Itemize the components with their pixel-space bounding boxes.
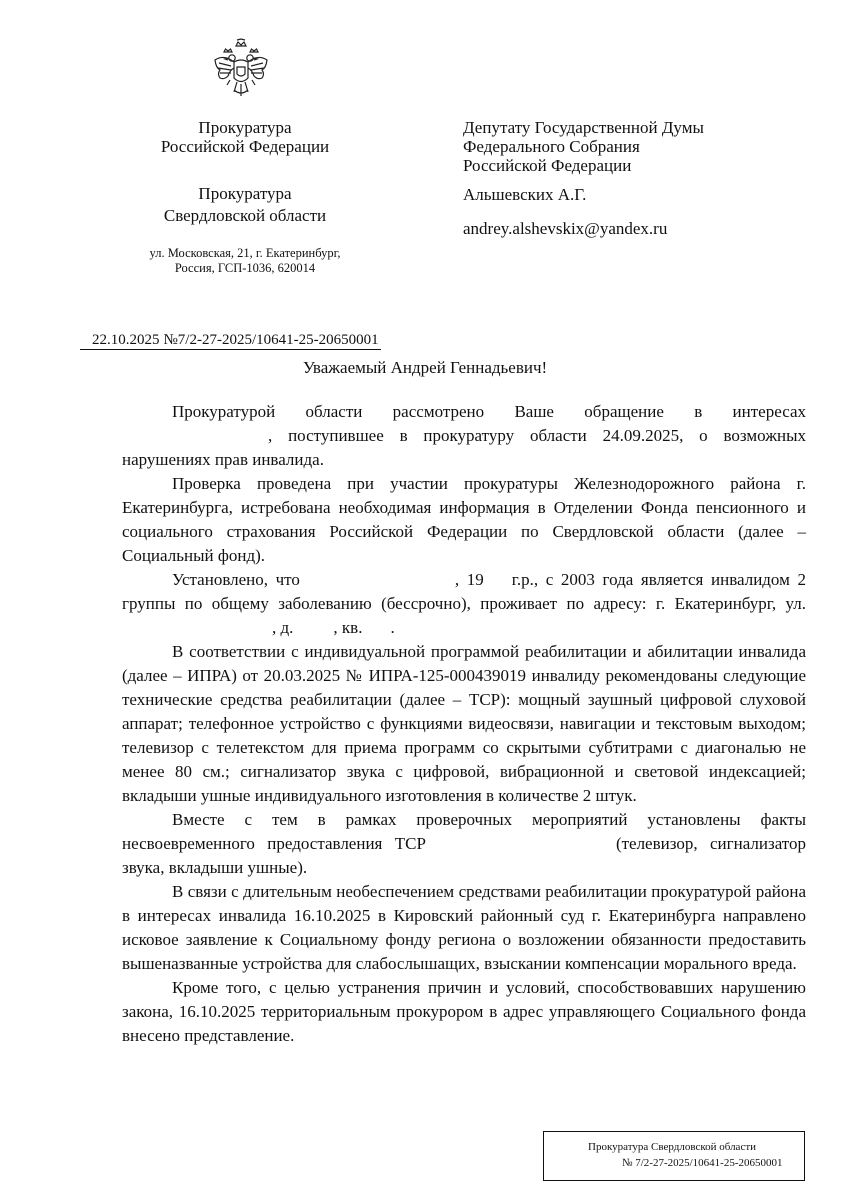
paragraph-3-part-f: .	[390, 618, 395, 637]
registration-stamp	[543, 1131, 805, 1181]
stamp-line-2: № 7/2-27-2025/10641-25-20650001	[622, 1157, 783, 1169]
paragraph-1b-text: , поступившее в прокуратуру области 24.09.2025, о возможных нарушениях прав инвалида.	[122, 426, 806, 469]
recipient-line-1: Депутату Государственной Думы	[463, 118, 704, 137]
recipient-name: Альшевских А.Г.	[463, 185, 587, 204]
paragraph-1b	[122, 424, 806, 472]
letter-body	[122, 400, 806, 1048]
coat-of-arms-emblem	[210, 38, 272, 100]
office-address	[120, 246, 370, 276]
paragraph-3-part-b: , 19	[454, 570, 484, 589]
recipient-line-3: Российской Федерации	[463, 156, 632, 175]
paragraph-5-part-a: Вместе с тем в рамках проверочных мероприятий установлены факты несвоевременного предоставления ТСР	[122, 810, 806, 853]
paragraph-2: Проверка проведена при участии прокуратуры Железнодорожного района г. Екатеринбурга, истребована необходимая информация в Отделении Фонда пенсионного и социального страхования Российской Федерации по Свердловской области (далее – Социальный фонд).	[122, 474, 806, 565]
region-line-2: Свердловской области	[163, 206, 327, 225]
stamp-line-1: Прокуратура Свердловской области	[588, 1141, 757, 1153]
regional-office-header	[120, 183, 370, 227]
greeting: Уважаемый Андрей Геннадьевич!	[302, 358, 548, 377]
prosecutor-office-header	[120, 118, 370, 156]
registration-line	[80, 331, 440, 350]
recipient-block	[463, 118, 823, 175]
address-line-2: Россия, ГСП-1036, 620014	[174, 261, 316, 275]
paragraph-3-part-c: г.р., с 2003 года является инвалидом 2 группы по общему заболеванию (бессрочно), проживает по адресу: г. Екатеринбург, ул.	[122, 570, 807, 613]
paragraph-7: Кроме того, с целью устранения причин и условий, способствовавших нарушению закона, 16.10.2025 территориальным прокурором в адрес управляющего Социального фонда внесено представление.	[122, 978, 806, 1045]
paragraph-4: В соответствии с индивидуальной программой реабилитации и абилитации инвалида (далее – ИПРА) от 20.03.2025 № ИПРА-125-000439019 инвалиду рекомендованы следующие технические средства реабилитации (далее – ТСР): мощный заушный цифровой слуховой аппарат; телефонное устройство с функциями видеосвязи, навигации и текстовым выходом; телевизор с телетекстом для приема программ со скрытыми субтитрами с диагональю не менее 80 см.; сигнализатор звука с цифровой, вибрационной и световой индексацией; вкладыши ушные индивидуального изготовления в количестве 2 штук.	[122, 642, 806, 805]
paragraph-5	[122, 808, 806, 880]
region-line-1: Прокуратура	[198, 184, 292, 203]
paragraph-6: В связи с длительным необеспечением средствами реабилитации прокуратурой района в интересах инвалида 16.10.2025 в Кировский районный суд г. Екатеринбурга направлено исковое заявление к Социальному фонду региона о возложении обязанности предоставить вышеназванные устройства для слабослышащих, взыскании компенсации морального вреда.	[122, 882, 806, 973]
registration-number: №7/2-27-2025/10641-25-20650001	[163, 332, 379, 348]
recipient-email: andrey.alshevskix@yandex.ru	[463, 219, 668, 238]
paragraph-3-part-e: , кв.	[333, 618, 363, 637]
paragraph-3-part-a: Установлено, что	[172, 570, 300, 589]
org-line-2: Российской Федерации	[160, 137, 330, 156]
paragraph-3-part-d: , д.	[272, 618, 294, 637]
paragraph-3	[122, 568, 806, 640]
registration-date: 22.10.2025	[80, 331, 162, 350]
paragraph-1a: Прокуратурой области рассмотрено Ваше обращение в интересах	[172, 402, 806, 421]
address-line-1: ул. Московская, 21, г. Екатеринбург,	[149, 246, 341, 260]
org-line-1: Прокуратура	[198, 118, 292, 137]
recipient-line-2: Федерального Собрания	[463, 137, 640, 156]
paragraph-5-part-b: (телевизор, сигнализатор звука, вкладыши ушные).	[122, 834, 807, 877]
